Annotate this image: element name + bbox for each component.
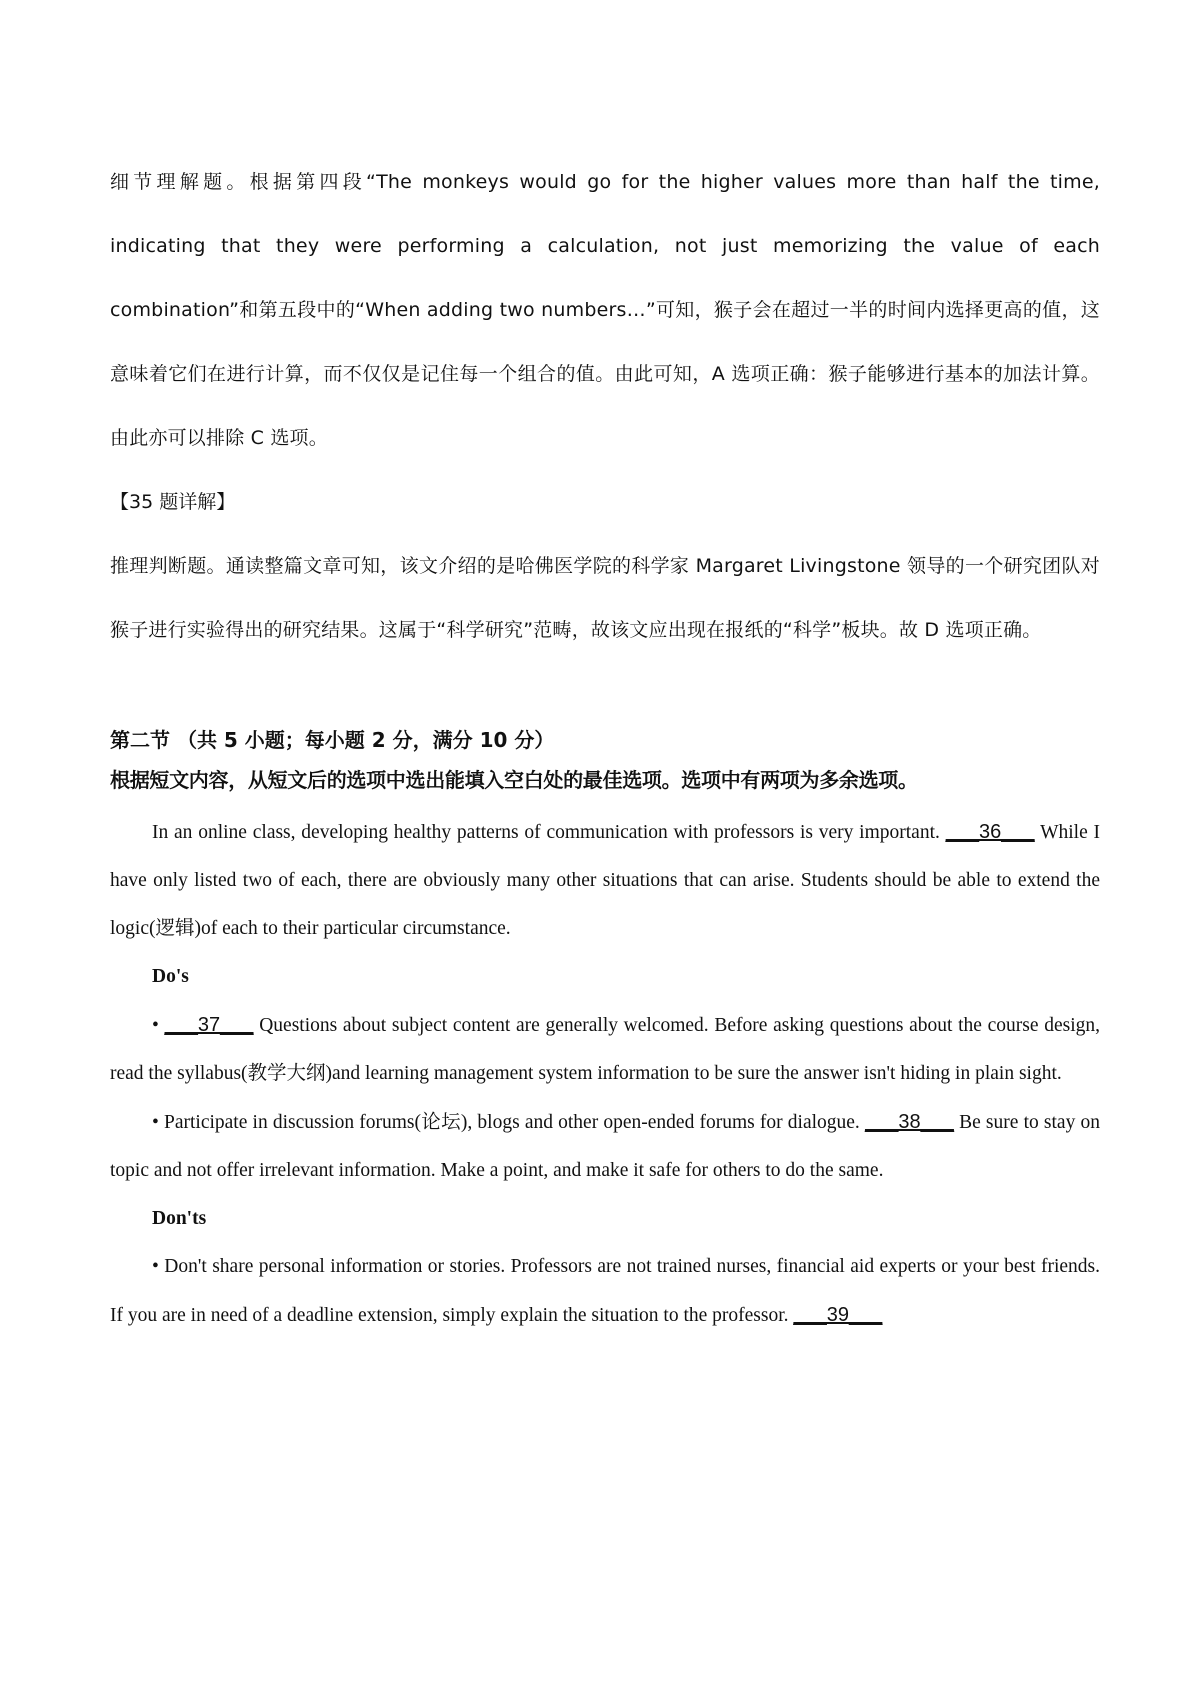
section-title: 第二节 （共 5 小题；每小题 2 分，满分 10 分）	[110, 728, 555, 752]
document-page	[110, 150, 1100, 1340]
bullet1-text: Questions about subject content are generally welcomed. Before asking questions about the course design, read the syllabus(教学大纲)and learning management system information to be sure the answer isn't hiding in plain sight.	[110, 1015, 1101, 1084]
para1-text-a: In an online class, developing healthy patterns of communication with professors is very important.	[152, 822, 946, 843]
blank-39: ___39___	[793, 1304, 883, 1326]
blank-36: ___36___	[945, 821, 1035, 843]
bullet-marker: •	[152, 1015, 165, 1036]
dos-bullet-1	[110, 1001, 1100, 1098]
q35-heading: 【35 题详解】	[110, 491, 236, 513]
section-two	[110, 720, 1100, 800]
q35-explanation: 推理判断题。通读整篇文章可知，该文介绍的是哈佛医学院的科学家 Margaret Livingstone 领导的一个研究团队对猴子进行实验得出的研究结果。这属于“科学研究”范畴，故该文应出现在报纸的“科学”板块。故 D 选项正确。	[110, 555, 1100, 641]
passage-paragraph-1	[110, 808, 1100, 953]
dos-bullet-2	[110, 1098, 1100, 1195]
dos-heading: Do's	[152, 966, 189, 987]
bullet2-text-a: • Participate in discussion forums(论坛), blogs and other open-ended forums for dialogue.	[152, 1112, 865, 1133]
para1-text-b: While I have only listed two of each, there are obviously many other situations that can arise. Students should be able to extend the logic(逻辑)of each to their particular circumstance.	[110, 822, 1100, 939]
bullet3-text: • Don't share personal information or stories. Professors are not trained nurses, financial aid experts or your best friends. If you are in need of a deadline extension, simply explain the situation to the professor.	[110, 1256, 1100, 1326]
section-instruction: 根据短文内容，从短文后的选项中选出能填入空白处的最佳选项。选项中有两项为多余选项。	[110, 768, 918, 792]
donts-bullet-1	[110, 1243, 1100, 1340]
blank-38: ___38___	[864, 1111, 954, 1133]
q34-explanation: 细节理解题。根据第四段“The monkeys would go for the higher values more than half the time, indicating that they were performing a calculation, not just memorizing the value of each combination”和第五段中的“When adding two numbers…”可知，猴子会在超过一半的时间内选择更高的值，这意味着它们在进行计算，而不仅仅是记住每一个组合的值。由此可知，A 选项正确：猴子能够进行基本的加法计算。由此亦可以排除 C 选项。	[110, 171, 1100, 449]
reading-passage	[110, 808, 1100, 1340]
bullet2-text-b: Be sure to stay on topic and not offer irrelevant information. Make a point, and make it safe for others to do the same.	[110, 1112, 1100, 1181]
donts-heading: Don'ts	[152, 1208, 207, 1229]
blank-37: ___37___	[164, 1014, 254, 1036]
